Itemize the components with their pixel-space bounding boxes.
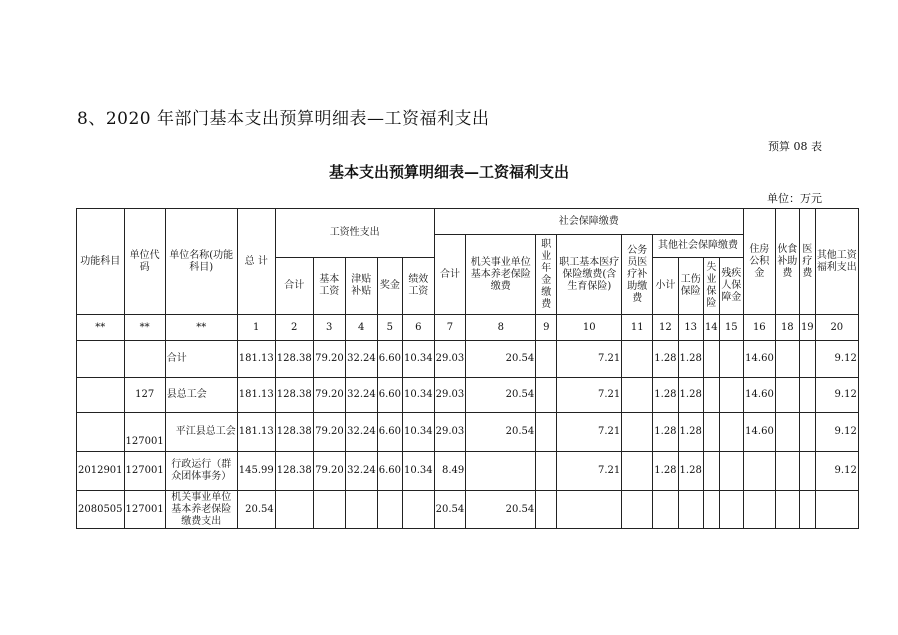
wage-subtotal-cell xyxy=(275,491,313,529)
header-bonus: 奖金 xyxy=(377,258,402,315)
unemployment-cell xyxy=(703,491,719,529)
basic-wage-cell: 79.20 xyxy=(313,413,345,452)
total-cell: 181.13 xyxy=(237,341,275,378)
wage-subtotal-cell: 128.38 xyxy=(275,378,313,413)
allowance-cell: 32.24 xyxy=(345,378,377,413)
injury-cell: 1.28 xyxy=(678,341,703,378)
meal-subsidy-cell xyxy=(775,341,799,378)
medical-cell xyxy=(557,491,622,529)
bonus-cell: 6.60 xyxy=(377,452,402,491)
index-cell: 8 xyxy=(466,315,536,341)
header-other-social-group: 其他社会保障缴费 xyxy=(653,235,744,258)
header-wage-subtotal: 合计 xyxy=(275,258,313,315)
page-heading: 8、2020 年部门基本支出预算明细表—工资福利支出 xyxy=(77,109,490,129)
table-row xyxy=(77,452,859,491)
annuity-cell xyxy=(536,378,557,413)
other-welfare-cell: 9.12 xyxy=(815,341,858,378)
header-unit-name: 单位名称(功能科目) xyxy=(165,209,237,315)
index-row xyxy=(77,315,859,341)
index-cell: 20 xyxy=(815,315,858,341)
header-housing-fund: 住房公积金 xyxy=(743,209,775,315)
index-cell: 6 xyxy=(403,315,435,341)
merit-pay-cell: 10.34 xyxy=(403,341,435,378)
index-cell: 13 xyxy=(678,315,703,341)
injury-cell: 1.28 xyxy=(678,413,703,452)
header-medical-fee: 医疗费 xyxy=(799,209,815,315)
bonus-cell: 6.60 xyxy=(377,378,402,413)
form-number: 预算 08 表 xyxy=(768,140,822,153)
housing-fund-cell: 14.60 xyxy=(743,413,775,452)
index-cell: 14 xyxy=(703,315,719,341)
header-merit-pay: 绩效工资 xyxy=(403,258,435,315)
unit-code-cell xyxy=(124,341,165,378)
other-subtotal-cell: 1.28 xyxy=(653,452,678,491)
civil-medical-cell xyxy=(622,378,653,413)
index-cell: 18 xyxy=(775,315,799,341)
medical-fee-cell xyxy=(799,378,815,413)
allowance-cell: 32.24 xyxy=(345,341,377,378)
unit-code-cell: 127 xyxy=(124,378,165,413)
unemployment-cell xyxy=(703,378,719,413)
bonus-cell xyxy=(377,491,402,529)
medical-fee-cell xyxy=(799,413,815,452)
disability-cell xyxy=(719,413,743,452)
budget-table xyxy=(76,208,859,529)
annuity-cell xyxy=(536,341,557,378)
header-other-welfare: 其他工资福利支出 xyxy=(815,209,858,315)
civil-medical-cell xyxy=(622,413,653,452)
header-meal-subsidy: 伙食补助费 xyxy=(775,209,799,315)
annuity-cell xyxy=(536,452,557,491)
merit-pay-cell: 10.34 xyxy=(403,413,435,452)
total-cell: 181.13 xyxy=(237,413,275,452)
basic-wage-cell: 79.20 xyxy=(313,341,345,378)
housing-fund-cell: 14.60 xyxy=(743,378,775,413)
header-injury: 工伤保险 xyxy=(678,258,703,315)
table-title: 基本支出预算明细表—工资福利支出 xyxy=(328,163,569,181)
other-welfare-cell: 9.12 xyxy=(815,378,858,413)
unemployment-cell xyxy=(703,413,719,452)
medical-fee-cell xyxy=(799,452,815,491)
unit-name-cell: 县总工会 xyxy=(165,378,237,413)
social-subtotal-cell: 29.03 xyxy=(434,341,466,378)
unit-name-cell: 机关事业单位基本养老保险缴费支出 xyxy=(165,491,237,529)
meal-subsidy-cell xyxy=(775,491,799,529)
other-subtotal-cell xyxy=(653,491,678,529)
merit-pay-cell: 10.34 xyxy=(403,378,435,413)
index-cell: 10 xyxy=(557,315,622,341)
pension-cell: 20.54 xyxy=(466,491,536,529)
other-welfare-cell: 9.12 xyxy=(815,452,858,491)
annuity-cell xyxy=(536,413,557,452)
housing-fund-cell xyxy=(743,491,775,529)
meal-subsidy-cell xyxy=(775,413,799,452)
medical-fee-cell xyxy=(799,491,815,529)
func-code-cell xyxy=(77,378,125,413)
index-cell: 2 xyxy=(275,315,313,341)
disability-cell xyxy=(719,452,743,491)
header-pension: 机关事业单位基本养老保险缴费 xyxy=(466,235,536,315)
meal-subsidy-cell xyxy=(775,452,799,491)
unit-name-cell: 行政运行（群众团体事务） xyxy=(165,452,237,491)
header-civil-medical: 公务员医疗补助缴费 xyxy=(622,235,653,315)
allowance-cell: 32.24 xyxy=(345,413,377,452)
medical-cell: 7.21 xyxy=(557,378,622,413)
pension-cell xyxy=(466,452,536,491)
unit-name-cell: 合计 xyxy=(165,341,237,378)
unemployment-cell xyxy=(703,341,719,378)
index-cell: 3 xyxy=(313,315,345,341)
medical-fee-cell xyxy=(799,341,815,378)
header-other-subtotal: 小计 xyxy=(653,258,678,315)
index-cell: 9 xyxy=(536,315,557,341)
disability-cell xyxy=(719,491,743,529)
other-subtotal-cell: 1.28 xyxy=(653,378,678,413)
merit-pay-cell: 10.34 xyxy=(403,452,435,491)
header-func-subject: 功能科目 xyxy=(77,209,125,315)
civil-medical-cell xyxy=(622,491,653,529)
injury-cell: 1.28 xyxy=(678,452,703,491)
pension-cell: 20.54 xyxy=(466,341,536,378)
allowance-cell: 32.24 xyxy=(345,452,377,491)
unit-name-cell: 平江县总工会 xyxy=(165,413,237,452)
disability-cell xyxy=(719,341,743,378)
index-cell: ** xyxy=(124,315,165,341)
social-subtotal-cell: 8.49 xyxy=(434,452,466,491)
basic-wage-cell xyxy=(313,491,345,529)
merit-pay-cell xyxy=(403,491,435,529)
header-total: 总 计 xyxy=(237,209,275,315)
table-row xyxy=(77,491,859,529)
table-row xyxy=(77,341,859,378)
pension-cell: 20.54 xyxy=(466,413,536,452)
total-cell: 145.99 xyxy=(237,452,275,491)
index-cell: 5 xyxy=(377,315,402,341)
header-wage-group: 工资性支出 xyxy=(275,209,434,258)
injury-cell: 1.28 xyxy=(678,378,703,413)
injury-cell xyxy=(678,491,703,529)
index-cell: 19 xyxy=(799,315,815,341)
func-code-cell xyxy=(77,413,125,452)
func-code-cell xyxy=(77,341,125,378)
medical-cell: 7.21 xyxy=(557,452,622,491)
header-allowance: 津贴补贴 xyxy=(345,258,377,315)
other-welfare-cell xyxy=(815,491,858,529)
total-cell: 181.13 xyxy=(237,378,275,413)
unit-label: 单位：万元 xyxy=(767,192,822,205)
header-annuity: 职业年金缴费 xyxy=(536,235,557,315)
other-subtotal-cell: 1.28 xyxy=(653,341,678,378)
social-subtotal-cell: 29.03 xyxy=(434,413,466,452)
social-subtotal-cell: 20.54 xyxy=(434,491,466,529)
index-cell: 4 xyxy=(345,315,377,341)
other-welfare-cell: 9.12 xyxy=(815,413,858,452)
header-social-subtotal: 合计 xyxy=(434,235,466,315)
unit-code-cell: 127001 xyxy=(124,413,165,452)
pension-cell: 20.54 xyxy=(466,378,536,413)
index-cell: 15 xyxy=(719,315,743,341)
index-cell: ** xyxy=(165,315,237,341)
func-code-cell: 2012901 xyxy=(77,452,125,491)
header-unemployment: 失业保险 xyxy=(703,258,719,315)
index-cell: 12 xyxy=(653,315,678,341)
wage-subtotal-cell: 128.38 xyxy=(275,452,313,491)
total-cell: 20.54 xyxy=(237,491,275,529)
bonus-cell: 6.60 xyxy=(377,413,402,452)
func-code-cell: 2080505 xyxy=(77,491,125,529)
unit-code-cell: 127001 xyxy=(124,452,165,491)
index-cell: ** xyxy=(77,315,125,341)
bonus-cell: 6.60 xyxy=(377,341,402,378)
basic-wage-cell: 79.20 xyxy=(313,452,345,491)
wage-subtotal-cell: 128.38 xyxy=(275,413,313,452)
unit-code-cell: 127001 xyxy=(124,491,165,529)
medical-cell: 7.21 xyxy=(557,341,622,378)
header-basic-wage: 基本工资 xyxy=(313,258,345,315)
index-cell: 16 xyxy=(743,315,775,341)
index-cell: 1 xyxy=(237,315,275,341)
disability-cell xyxy=(719,378,743,413)
meal-subsidy-cell xyxy=(775,378,799,413)
basic-wage-cell: 79.20 xyxy=(313,378,345,413)
social-subtotal-cell: 29.03 xyxy=(434,378,466,413)
index-cell: 11 xyxy=(622,315,653,341)
header-disability: 残疾人保障金 xyxy=(719,258,743,315)
allowance-cell xyxy=(345,491,377,529)
header-social-group: 社会保障缴费 xyxy=(434,209,743,235)
housing-fund-cell: 14.60 xyxy=(743,341,775,378)
table-row xyxy=(77,413,859,452)
annuity-cell xyxy=(536,491,557,529)
header-medical: 职工基本医疗保险缴费(含生育保险) xyxy=(557,235,622,315)
medical-cell: 7.21 xyxy=(557,413,622,452)
wage-subtotal-cell: 128.38 xyxy=(275,341,313,378)
housing-fund-cell xyxy=(743,452,775,491)
civil-medical-cell xyxy=(622,341,653,378)
table-row xyxy=(77,378,859,413)
unemployment-cell xyxy=(703,452,719,491)
other-subtotal-cell: 1.28 xyxy=(653,413,678,452)
civil-medical-cell xyxy=(622,452,653,491)
index-cell: 7 xyxy=(434,315,466,341)
header-unit-code: 单位代码 xyxy=(124,209,165,315)
